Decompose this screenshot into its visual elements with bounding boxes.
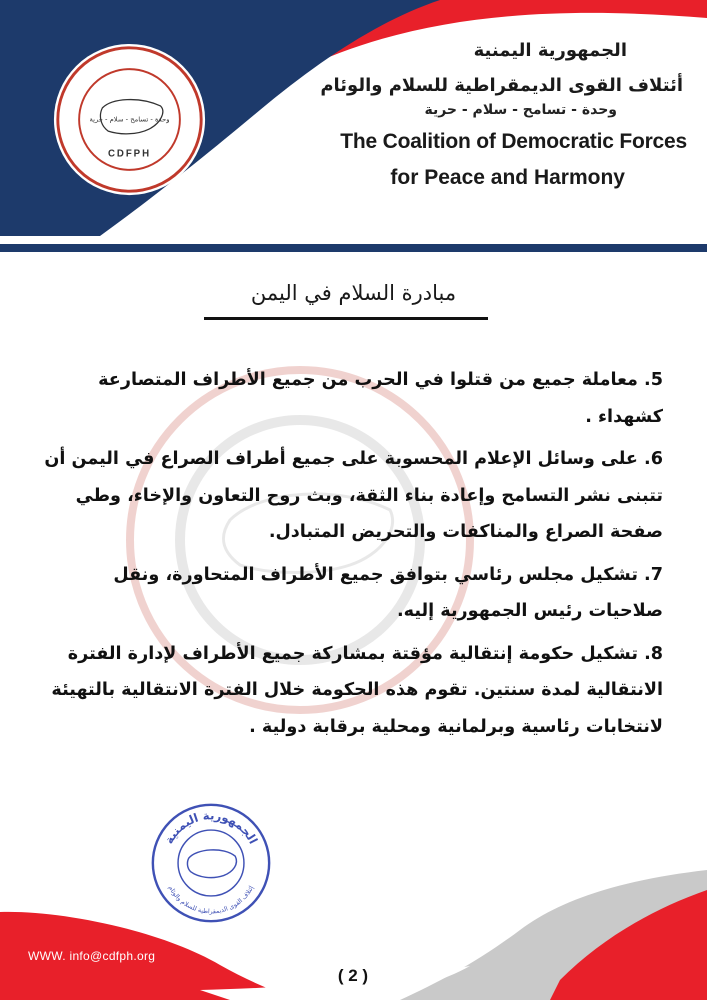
stamp-top-text: الجمهورية اليمنية	[161, 808, 261, 847]
org-name-ar: أئتلاف القوى الديمقراطية للسلام والوئام	[320, 75, 683, 96]
paragraph-7: 7. تشكيل مجلس رئاسي بتوافق جميع الأطراف المتحاورة، ونقل صلاحيات رئيس الجمهورية إليه.	[113, 564, 663, 621]
paragraph-8: 8. تشكيل حكومة إنتقالية مؤقتة بمشاركة جميع الأطراف لإدارة الفترة الانتقالية لمدة سنتين. تقوم هذه الحكومة خلال الفترة الانتقالية بالتهيئة لانتخابات رئاسية وبرلمانية ومحلية برقابة دولية .	[51, 643, 663, 737]
website-link[interactable]: WWW. info@cdfph.org	[28, 949, 156, 963]
document-title: مبادرة السلام في اليمن	[250, 281, 457, 305]
logo-abbrev: CDFPH	[107, 148, 152, 160]
country-name-ar: الجمهورية اليمنية	[473, 40, 627, 61]
paragraph-6: 6. على وسائل الإعلام المحسوبة على جميع أطراف الصراع في اليمن أن تتبنى نشر التسامح وإعادة بناء الثقة، وبث روح التعاون والإخاء، وطي صفحة الصراع والمناكفات والتحريض المتبادل.	[44, 449, 663, 542]
logo-inner-text: وحدة - تسامح - سلام - حرية	[89, 115, 170, 124]
org-logo	[52, 42, 207, 197]
org-name-en-line2: for Peace and Harmony	[390, 166, 625, 189]
stamp-bottom-text: إئتلاف القوى الديمقراطية للسلام والوئام	[166, 884, 256, 916]
official-stamp	[148, 800, 274, 926]
body-text	[36, 362, 663, 751]
header-text	[257, 40, 687, 190]
org-name-en-line1: The Coalition of Democratic Forces	[340, 130, 687, 153]
paragraph-5: 5. معاملة جميع من قتلوا في الحرب من جميع الأطراف المتصارعة كشهداء .	[98, 370, 663, 427]
title-underline	[204, 317, 488, 320]
page-number: ( 2 )	[337, 966, 369, 985]
motto-ar: وحدة - تسامح - سلام - حرية	[424, 102, 617, 118]
